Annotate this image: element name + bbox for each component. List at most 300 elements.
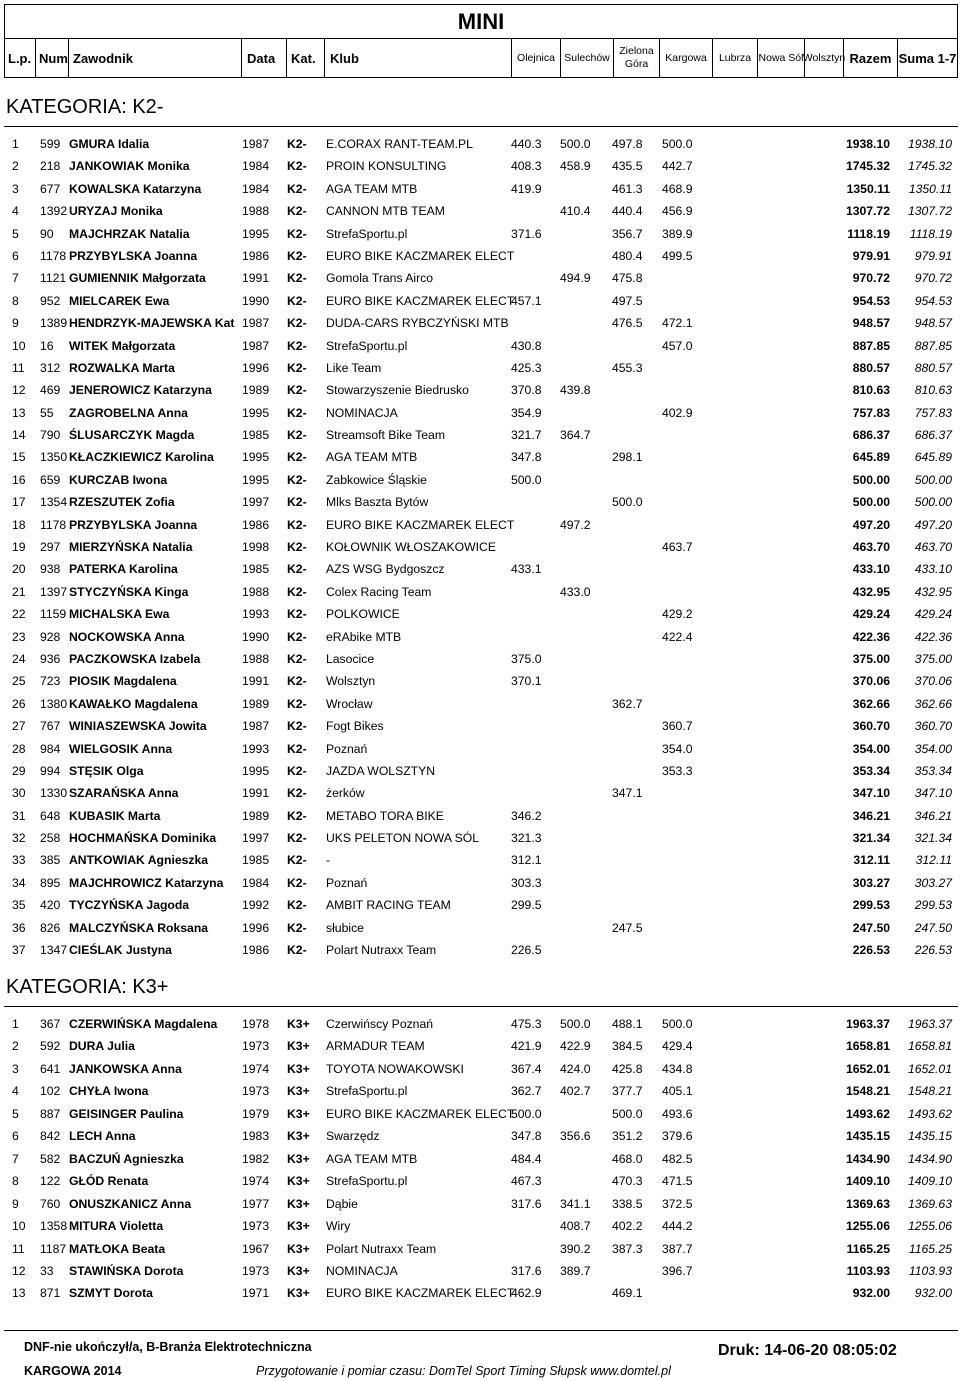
table-row — [0, 361, 960, 377]
cell-lp: 1 — [12, 1017, 19, 1031]
cell-num: 887 — [40, 1106, 61, 1121]
table-row — [0, 1197, 960, 1213]
cell-year: 1982 — [242, 1151, 270, 1166]
cell-num: 677 — [40, 181, 61, 196]
cell-suma: 1493.62 — [907, 1106, 952, 1121]
cell-club: DUDA-CARS RYBCZYŃSKI MTB — [326, 316, 509, 331]
cell-razem: 1369.63 — [845, 1196, 890, 1211]
cell-club: TOYOTA NOWAKOWSKI — [326, 1061, 464, 1076]
cell-category: K2- — [287, 338, 307, 353]
cell-club: AGA TEAM MTB — [326, 1151, 418, 1166]
cell-category: K3+ — [287, 1084, 310, 1099]
cell-suma: 362.66 — [914, 696, 952, 711]
cell-club: ARMADUR TEAM — [326, 1039, 425, 1054]
cell-club: słubice — [326, 920, 364, 935]
cell-suma: 354.00 — [914, 741, 952, 756]
table-row — [0, 294, 960, 310]
category-k3-title: KATEGORIA: K3+ — [6, 976, 169, 998]
cell-name: SZARAŃSKA Anna — [69, 786, 179, 801]
cell-name: STYCZYŃSKA Kinga — [69, 584, 189, 599]
cell-category: K2- — [287, 763, 307, 778]
cell-year: 1984 — [242, 875, 270, 890]
cell-suma: 1255.06 — [907, 1219, 952, 1234]
cell-kargowa: 500.0 — [662, 1017, 693, 1031]
cell-name: GŁÓD Renata — [69, 1174, 149, 1189]
table-row — [0, 204, 960, 220]
category-k2-title: KATEGORIA: K2- — [6, 96, 164, 118]
cell-category: K3+ — [287, 1219, 310, 1234]
cell-olejnica: 299.5 — [511, 898, 542, 913]
cell-olejnica: 425.3 — [511, 360, 542, 375]
table-row — [0, 182, 960, 198]
cell-zielona-gora: 455.3 — [612, 360, 643, 375]
cell-razem: 1745.32 — [845, 159, 890, 174]
cell-club: Swarzędz — [326, 1129, 380, 1144]
cell-olejnica: 457.1 — [511, 293, 542, 308]
table-row — [0, 1242, 960, 1258]
cell-lp: 12 — [12, 383, 26, 398]
table-row — [0, 316, 960, 332]
cell-zielona-gora: 356.7 — [612, 226, 643, 241]
cell-club: StrefaSportu.pl — [326, 338, 408, 353]
cell-olejnica: 370.1 — [511, 674, 542, 689]
cell-kargowa: 429.4 — [662, 1039, 693, 1054]
cell-year: 1992 — [242, 898, 270, 913]
cell-name: WIELGOSIK Anna — [69, 741, 173, 756]
cell-name: CIEŚLAK Justyna — [69, 943, 172, 958]
cell-club: Gomola Trans Airco — [326, 271, 434, 286]
cell-category: K2- — [287, 607, 307, 622]
cell-category: K2- — [287, 181, 307, 196]
cell-kargowa: 500.0 — [662, 137, 693, 151]
cell-name: HENDRZYK-MAJEWSKA Kat — [69, 316, 235, 331]
cell-olejnica: 433.1 — [511, 562, 542, 577]
cell-olejnica: 347.8 — [511, 1129, 542, 1144]
cell-year: 1989 — [242, 696, 270, 711]
cell-category: K2- — [287, 293, 307, 308]
cell-name: MALCZYŃSKA Roksana — [69, 920, 209, 935]
cell-num: 1354 — [40, 495, 68, 510]
cell-num: 760 — [40, 1196, 61, 1211]
cell-kargowa: 402.9 — [662, 405, 693, 420]
cell-num: 952 — [40, 293, 61, 308]
cell-club: eRAbike MTB — [326, 629, 402, 644]
cell-razem: 429.24 — [852, 607, 890, 622]
cell-club: Fogt Bikes — [326, 719, 384, 734]
cell-sulechow: 341.1 — [560, 1196, 591, 1211]
cell-name: MATŁOKA Beata — [69, 1241, 166, 1256]
cell-num: 420 — [40, 898, 61, 913]
cell-year: 1993 — [242, 741, 270, 756]
cell-name: ONUSZKANICZ Anna — [69, 1196, 192, 1211]
cell-num: 469 — [40, 383, 61, 398]
cell-name: PRZYBYLSKA Joanna — [69, 517, 198, 532]
cell-lp: 11 — [12, 360, 25, 375]
cell-name: KUBASIK Marta — [69, 808, 161, 823]
cell-lp: 31 — [12, 808, 26, 823]
cell-olejnica: 321.7 — [511, 428, 542, 443]
cell-category: K2- — [287, 741, 307, 756]
cell-category: K2- — [287, 405, 307, 420]
cell-category: K2- — [287, 629, 307, 644]
cell-olejnica: 440.3 — [511, 137, 542, 151]
cell-zielona-gora: 468.0 — [612, 1151, 643, 1166]
cell-suma: 1435.15 — [907, 1129, 952, 1144]
cell-name: PRZYBYLSKA Joanna — [69, 248, 198, 263]
cell-name: URYZAJ Monika — [69, 204, 163, 219]
cell-kargowa: 405.1 — [662, 1084, 693, 1099]
cell-zielona-gora: 461.3 — [612, 181, 643, 196]
cell-year: 1987 — [242, 338, 270, 353]
cell-category: K2- — [287, 360, 307, 375]
cell-olejnica: 408.3 — [511, 159, 542, 174]
cell-category: K2- — [287, 943, 307, 958]
cell-club: POLKOWICE — [326, 607, 400, 622]
cell-num: 1178 — [40, 517, 67, 532]
cell-club: Poznań — [326, 741, 368, 756]
cell-name: LECH Anna — [69, 1129, 136, 1144]
cell-suma: 932.00 — [914, 1286, 952, 1301]
table-row — [0, 137, 960, 153]
cell-razem: 422.36 — [852, 629, 890, 644]
cell-lp: 19 — [12, 540, 26, 555]
cell-razem: 757.83 — [852, 405, 890, 420]
cell-category: K2- — [287, 248, 307, 263]
cell-year: 1996 — [242, 920, 270, 935]
cell-category: K3+ — [287, 1151, 310, 1166]
table-row — [0, 473, 960, 489]
cell-suma: 463.70 — [914, 540, 952, 555]
cell-suma: 1118.19 — [909, 226, 952, 241]
cell-kargowa: 471.5 — [662, 1174, 693, 1189]
cell-razem: 312.11 — [853, 853, 890, 868]
cell-club: AGA TEAM MTB — [326, 181, 418, 196]
cell-club: EURO BIKE KACZMAREK ELECT — [326, 248, 515, 263]
cell-year: 1991 — [242, 271, 270, 286]
cell-zielona-gora: 500.0 — [612, 495, 643, 510]
cell-lp: 20 — [12, 562, 26, 577]
cell-name: JANKOWIAK Monika — [69, 159, 190, 174]
cell-num: 102 — [40, 1084, 61, 1099]
cell-olejnica: 475.3 — [511, 1017, 542, 1031]
cell-suma: 686.37 — [914, 428, 952, 443]
cell-olejnica: 430.8 — [511, 338, 542, 353]
header-razem: Razem — [844, 39, 898, 77]
cell-year: 1973 — [242, 1084, 270, 1099]
cell-razem: 932.00 — [852, 1286, 890, 1301]
cell-kargowa: 429.2 — [662, 607, 693, 622]
cell-zielona-gora: 384.5 — [612, 1039, 643, 1054]
cell-year: 1977 — [242, 1196, 270, 1211]
cell-year: 1987 — [242, 316, 270, 331]
cell-club: KOŁOWNIK WŁOSZAKOWICE — [326, 540, 496, 555]
cell-club: Wiry — [326, 1219, 351, 1234]
cell-sulechow: 458.9 — [560, 159, 591, 174]
cell-lp: 6 — [12, 1129, 19, 1144]
cell-category: K2- — [287, 562, 307, 577]
cell-lp: 16 — [12, 472, 26, 487]
cell-sulechow: 424.0 — [560, 1061, 591, 1076]
cell-category: K2- — [287, 831, 307, 846]
cell-sulechow: 364.7 — [560, 428, 591, 443]
cell-num: 385 — [40, 853, 61, 868]
cell-club: żerków — [326, 786, 365, 801]
cell-num: 723 — [40, 674, 61, 689]
cell-suma: 433.10 — [914, 562, 952, 577]
cell-num: 648 — [40, 808, 61, 823]
header-klub: Klub — [325, 39, 512, 77]
cell-suma: 954.53 — [914, 293, 952, 308]
cell-razem: 303.27 — [852, 875, 890, 890]
cell-num: 928 — [40, 629, 61, 644]
cell-razem: 1548.21 — [845, 1084, 890, 1099]
cell-razem: 1652.01 — [845, 1061, 890, 1076]
cell-lp: 11 — [12, 1241, 25, 1256]
cell-name: ANTKOWIAK Agnieszka — [69, 853, 209, 868]
cell-suma: 887.85 — [914, 338, 952, 353]
cell-year: 1984 — [242, 159, 270, 174]
table-row — [0, 540, 960, 556]
cell-sulechow: 422.9 — [560, 1039, 591, 1054]
cell-club: Poznań — [326, 875, 368, 890]
cell-year: 1990 — [242, 293, 270, 308]
table-row — [0, 271, 960, 287]
footer-credits: Przygotowanie i pomiar czasu: DomTel Sport Timing Słupsk www.domtel.pl — [256, 1364, 671, 1378]
cell-num: 871 — [40, 1286, 61, 1301]
cell-zielona-gora: 247.5 — [612, 920, 643, 935]
cell-kargowa: 396.7 — [662, 1263, 693, 1278]
cell-lp: 26 — [12, 696, 26, 711]
cell-lp: 34 — [12, 875, 26, 890]
cell-num: 1389 — [40, 316, 68, 331]
cell-name: KŁACZKIEWICZ Karolina — [69, 450, 214, 465]
category-k2-divider — [4, 126, 958, 127]
header-kat: Kat. — [287, 39, 325, 77]
table-row — [0, 742, 960, 758]
cell-suma: 1350.11 — [908, 181, 952, 196]
cell-razem: 970.72 — [852, 271, 890, 286]
table-row — [0, 674, 960, 690]
cell-lp: 8 — [12, 1174, 19, 1189]
table-row — [0, 764, 960, 780]
cell-kargowa: 434.8 — [662, 1061, 693, 1076]
cell-category: K2- — [287, 584, 307, 599]
cell-category: K2- — [287, 920, 307, 935]
cell-name: TYCZYŃSKA Jagoda — [69, 898, 190, 913]
cell-club: METABO TORA BIKE — [326, 808, 444, 823]
table-row — [0, 1084, 960, 1100]
cell-olejnica: 500.0 — [511, 1106, 542, 1121]
cell-category: K2- — [287, 204, 307, 219]
cell-num: 90 — [40, 226, 54, 241]
cell-club: StrefaSportu.pl — [326, 1174, 408, 1189]
table-row — [0, 831, 960, 847]
cell-num: 1187 — [40, 1241, 67, 1256]
cell-suma: 497.20 — [914, 517, 952, 532]
table-row — [0, 943, 960, 959]
cell-olejnica: 226.5 — [511, 943, 542, 958]
cell-year: 1995 — [242, 763, 270, 778]
cell-club: EURO BIKE KACZMAREK ELECT — [326, 1286, 515, 1301]
cell-num: 842 — [40, 1129, 61, 1144]
cell-num: 599 — [40, 137, 61, 151]
cell-sulechow: 497.2 — [560, 517, 591, 532]
cell-olejnica: 484.4 — [511, 1151, 542, 1166]
cell-zielona-gora: 470.3 — [612, 1174, 643, 1189]
cell-name: WITEK Małgorzata — [69, 338, 176, 353]
cell-kargowa: 482.5 — [662, 1151, 693, 1166]
cell-suma: 347.10 — [914, 786, 952, 801]
cell-club: Polart Nutraxx Team — [326, 1241, 437, 1256]
cell-club: Streamsoft Bike Team — [326, 428, 445, 443]
cell-num: 312 — [40, 360, 61, 375]
cell-kargowa: 387.7 — [662, 1241, 693, 1256]
cell-sulechow: 494.9 — [560, 271, 591, 286]
cell-lp: 5 — [12, 1106, 19, 1121]
table-row — [0, 249, 960, 265]
cell-suma: 1658.81 — [907, 1039, 952, 1054]
cell-category: K3+ — [287, 1106, 310, 1121]
cell-olejnica: 421.9 — [511, 1039, 542, 1054]
cell-year: 1983 — [242, 1129, 270, 1144]
cell-club: EURO BIKE KACZMAREK ELECT — [326, 517, 515, 532]
cell-category: K2- — [287, 137, 307, 151]
cell-year: 1997 — [242, 495, 270, 510]
cell-year: 1998 — [242, 540, 270, 555]
cell-num: 55 — [40, 405, 54, 420]
cell-category: K3+ — [287, 1061, 310, 1076]
cell-num: 122 — [40, 1174, 61, 1189]
cell-club: AMBIT RACING TEAM — [326, 898, 451, 913]
header-lp: L.p. — [5, 39, 36, 77]
cell-olejnica: 303.3 — [511, 875, 542, 890]
cell-suma: 432.95 — [914, 584, 952, 599]
cell-year: 1985 — [242, 428, 270, 443]
cell-suma: 1103.93 — [908, 1263, 952, 1278]
cell-sulechow: 389.7 — [560, 1263, 591, 1278]
cell-club: Dąbie — [326, 1196, 358, 1211]
cell-suma: 1548.21 — [907, 1084, 952, 1099]
table-row — [0, 697, 960, 713]
table-row — [0, 159, 960, 175]
cell-razem: 1963.37 — [845, 1017, 890, 1031]
cell-sulechow: 439.8 — [560, 383, 591, 398]
cell-razem: 299.53 — [852, 898, 890, 913]
cell-razem: 497.20 — [852, 517, 890, 532]
cell-num: 984 — [40, 741, 61, 756]
cell-name: CHYŁA Iwona — [69, 1084, 149, 1099]
table-row — [0, 585, 960, 601]
cell-category: K2- — [287, 226, 307, 241]
cell-kargowa: 457.0 — [662, 338, 693, 353]
cell-razem: 346.21 — [852, 808, 890, 823]
cell-razem: 1118.19 — [847, 226, 890, 241]
cell-club: Wrocław — [326, 696, 373, 711]
cell-name: WINIASZEWSKA Jowita — [69, 719, 207, 734]
cell-suma: 645.89 — [914, 450, 952, 465]
cell-razem: 887.85 — [852, 338, 890, 353]
cell-razem: 433.10 — [852, 562, 890, 577]
cell-club: Colex Racing Team — [326, 584, 432, 599]
cell-suma: 422.36 — [914, 629, 952, 644]
cell-category: K2- — [287, 875, 307, 890]
cell-razem: 226.53 — [852, 943, 890, 958]
table-row — [0, 921, 960, 937]
cell-num: 1392 — [40, 204, 68, 219]
table-row — [0, 339, 960, 355]
cell-suma: 810.63 — [914, 383, 952, 398]
cell-category: K2- — [287, 159, 307, 174]
table-row — [0, 630, 960, 646]
cell-name: GMURA Idalia — [69, 137, 150, 151]
cell-num: 258 — [40, 831, 61, 846]
cell-razem: 321.34 — [852, 831, 890, 846]
cell-year: 1973 — [242, 1219, 270, 1234]
cell-name: JANKOWSKA Anna — [69, 1061, 182, 1076]
cell-zielona-gora: 480.4 — [612, 248, 643, 263]
table-row — [0, 406, 960, 422]
cell-category: K3+ — [287, 1039, 310, 1054]
cell-kargowa: 442.7 — [662, 159, 693, 174]
cell-razem: 362.66 — [852, 696, 890, 711]
table-row — [0, 518, 960, 534]
cell-zielona-gora: 497.5 — [612, 293, 643, 308]
cell-lp: 35 — [12, 898, 26, 913]
cell-razem: 370.06 — [852, 674, 890, 689]
header-nowa-sol: Nowa Sól — [758, 39, 805, 77]
cell-num: 582 — [40, 1151, 61, 1166]
cell-kargowa: 468.9 — [662, 181, 693, 196]
cell-suma: 1745.32 — [907, 159, 952, 174]
cell-category: K2- — [287, 450, 307, 465]
cell-num: 1350 — [40, 450, 68, 465]
cell-kargowa: 463.7 — [662, 540, 693, 555]
cell-razem: 360.70 — [852, 719, 890, 734]
cell-suma: 303.27 — [914, 875, 952, 890]
cell-category: K3+ — [287, 1286, 310, 1301]
header-wolsztyn: Wolsztyn — [805, 39, 844, 77]
cell-olejnica: 371.6 — [511, 226, 542, 241]
cell-razem: 810.63 — [852, 383, 890, 398]
cell-year: 1974 — [242, 1061, 270, 1076]
cell-lp: 3 — [12, 181, 19, 196]
cell-club: Zabkowice Śląskie — [326, 472, 427, 487]
cell-year: 1990 — [242, 629, 270, 644]
cell-name: NOCKOWSKA Anna — [69, 629, 185, 644]
cell-category: K3+ — [287, 1017, 310, 1031]
cell-year: 1989 — [242, 383, 270, 398]
cell-club: Stowarzyszenie Biedrusko — [326, 383, 469, 398]
cell-num: 1358 — [40, 1219, 68, 1234]
cell-olejnica: 346.2 — [511, 808, 542, 823]
cell-kargowa: 499.5 — [662, 248, 693, 263]
cell-zielona-gora: 351.2 — [612, 1129, 643, 1144]
cell-suma: 321.34 — [914, 831, 952, 846]
cell-olejnica: 367.4 — [511, 1061, 542, 1076]
cell-suma: 375.00 — [914, 651, 952, 666]
cell-category: K2- — [287, 808, 307, 823]
cell-year: 1971 — [242, 1286, 270, 1301]
cell-num: 767 — [40, 719, 61, 734]
cell-category: K2- — [287, 651, 307, 666]
cell-suma: 1938.10 — [907, 137, 952, 151]
cell-lp: 14 — [12, 428, 26, 443]
cell-year: 1986 — [242, 517, 270, 532]
cell-razem: 432.95 — [852, 584, 890, 599]
cell-suma: 353.34 — [914, 763, 952, 778]
cell-year: 1974 — [242, 1174, 270, 1189]
cell-year: 1993 — [242, 607, 270, 622]
